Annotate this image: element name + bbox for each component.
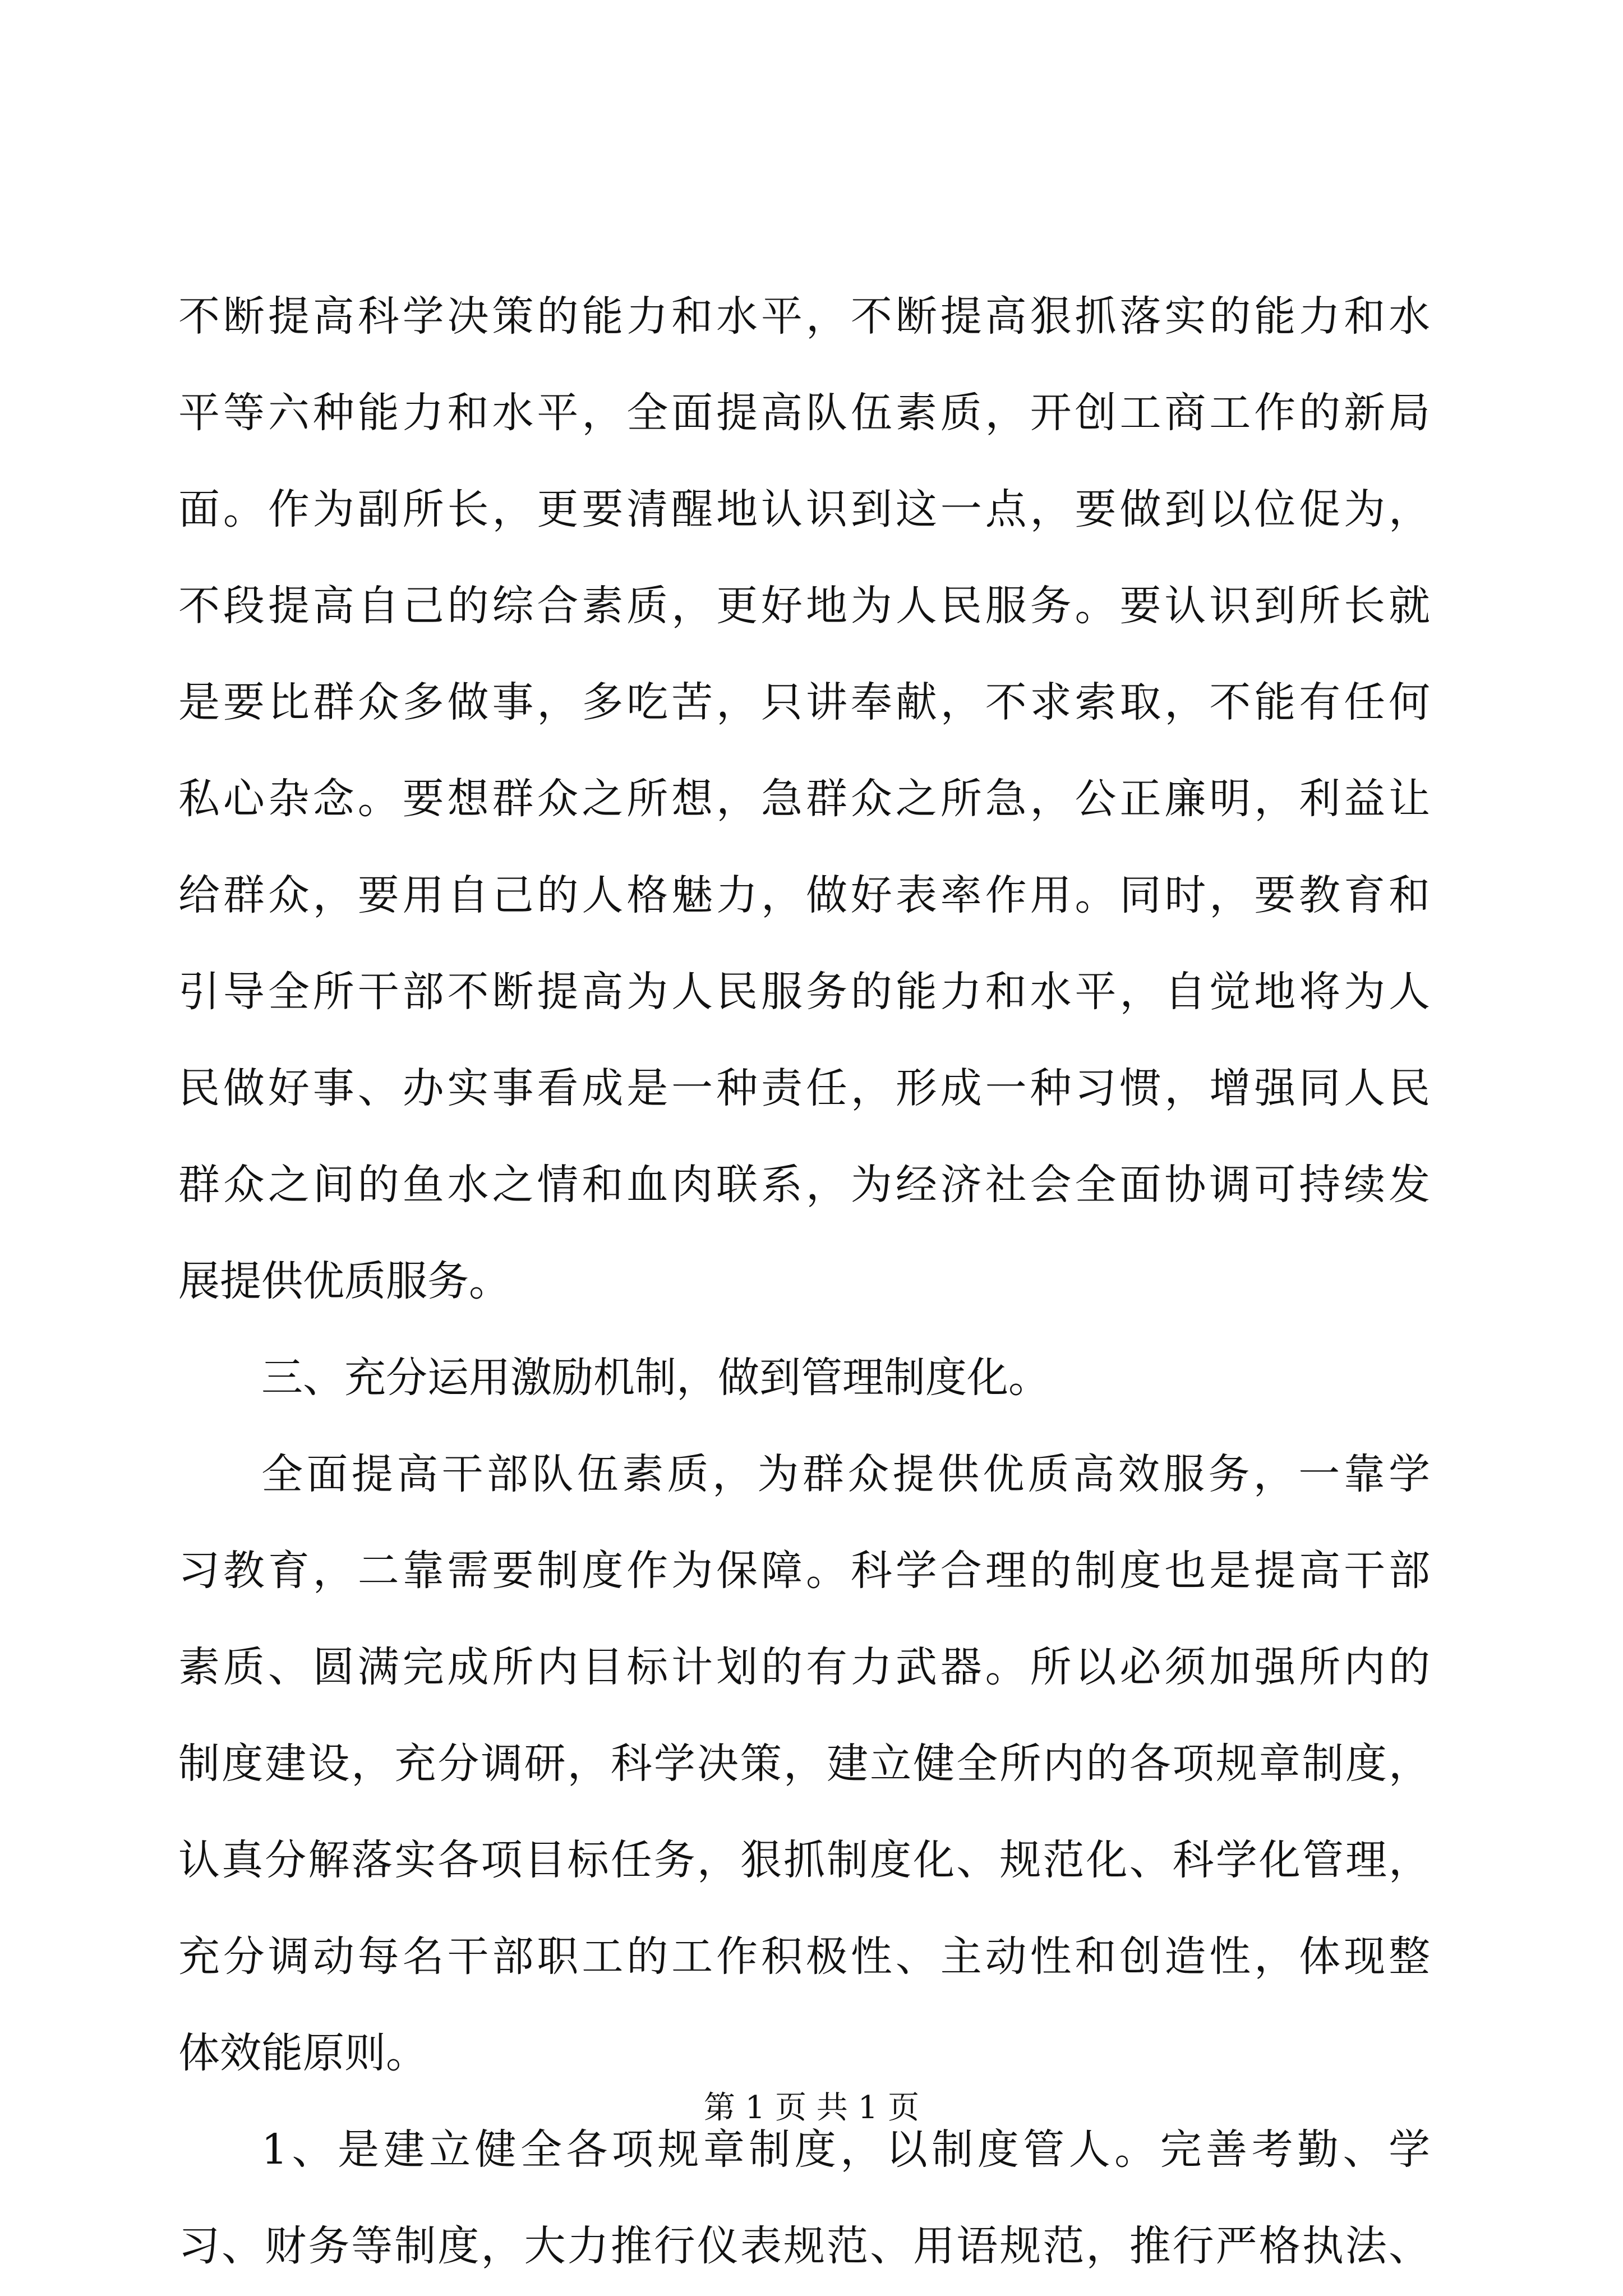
text-line: 1、是建立健全各项规章制度，以制度管人。完善考勤、学 [261,2125,1430,2174]
text-line: 体效能原则。 [178,2029,427,2077]
page-footer: 第 1 页 共 1 页 [703,2090,920,2126]
text-line: 认真分解落实各项目标任务，狠抓制度化、规范化、科学化管理， [178,1836,1430,1884]
text-line: 平等六种能力和水平，全面提高队伍素质，开创工商工作的新局 [178,389,1430,437]
text-line: 不断提高科学决策的能力和水平，不断提高狠抓落实的能力和水 [178,292,1430,341]
text-line: 习教育，二靠需要制度作为保障。科学合理的制度也是提高干部 [178,1547,1430,1595]
text-line: 充分调动每名干部职工的工作积极性、主动性和创造性，体现整 [178,1932,1430,1981]
text-line: 素质、圆满完成所内目标计划的有力武器。所以必须加强所内的 [178,1643,1430,1691]
text-line: 习、财务等制度，大力推行仪表规范、用语规范，推行严格执法、 [178,2222,1430,2270]
text-line: 展提供优质服务。 [178,1257,510,1305]
text-line: 群众之间的鱼水之情和血肉联系，为经济社会全面协调可持续发 [178,1161,1430,1209]
text-line: 不段提高自己的综合素质，更好地为人民服务。要认识到所长就 [178,582,1430,630]
section-heading: 三、充分运用激励机制，做到管理制度化。 [261,1354,1050,1402]
text-line: 民做好事、办实事看成是一种责任，形成一种习惯，增强同人民 [178,1064,1430,1112]
text-line: 面。作为副所长，更要清醒地认识到这一点，要做到以位促为， [178,485,1430,533]
text-line: 制度建设，充分调研，科学决策，建立健全所内的各项规章制度， [178,1740,1430,1788]
document-body [178,268,1430,2294]
text-line: 私心杂念。要想群众之所想，急群众之所急，公正廉明，利益让 [178,775,1430,823]
text-line: 引导全所干部不断提高为人民服务的能力和水平，自觉地将为人 [178,968,1430,1016]
text-line: 是要比群众多做事，多吃苦，只讲奉献，不求索取，不能有任何 [178,678,1430,726]
text-line: 全面提高干部队伍素质，为群众提供优质高效服务，一靠学 [261,1450,1430,1498]
text-line: 给群众，要用自己的人格魅力，做好表率作用。同时，要教育和 [178,871,1430,919]
